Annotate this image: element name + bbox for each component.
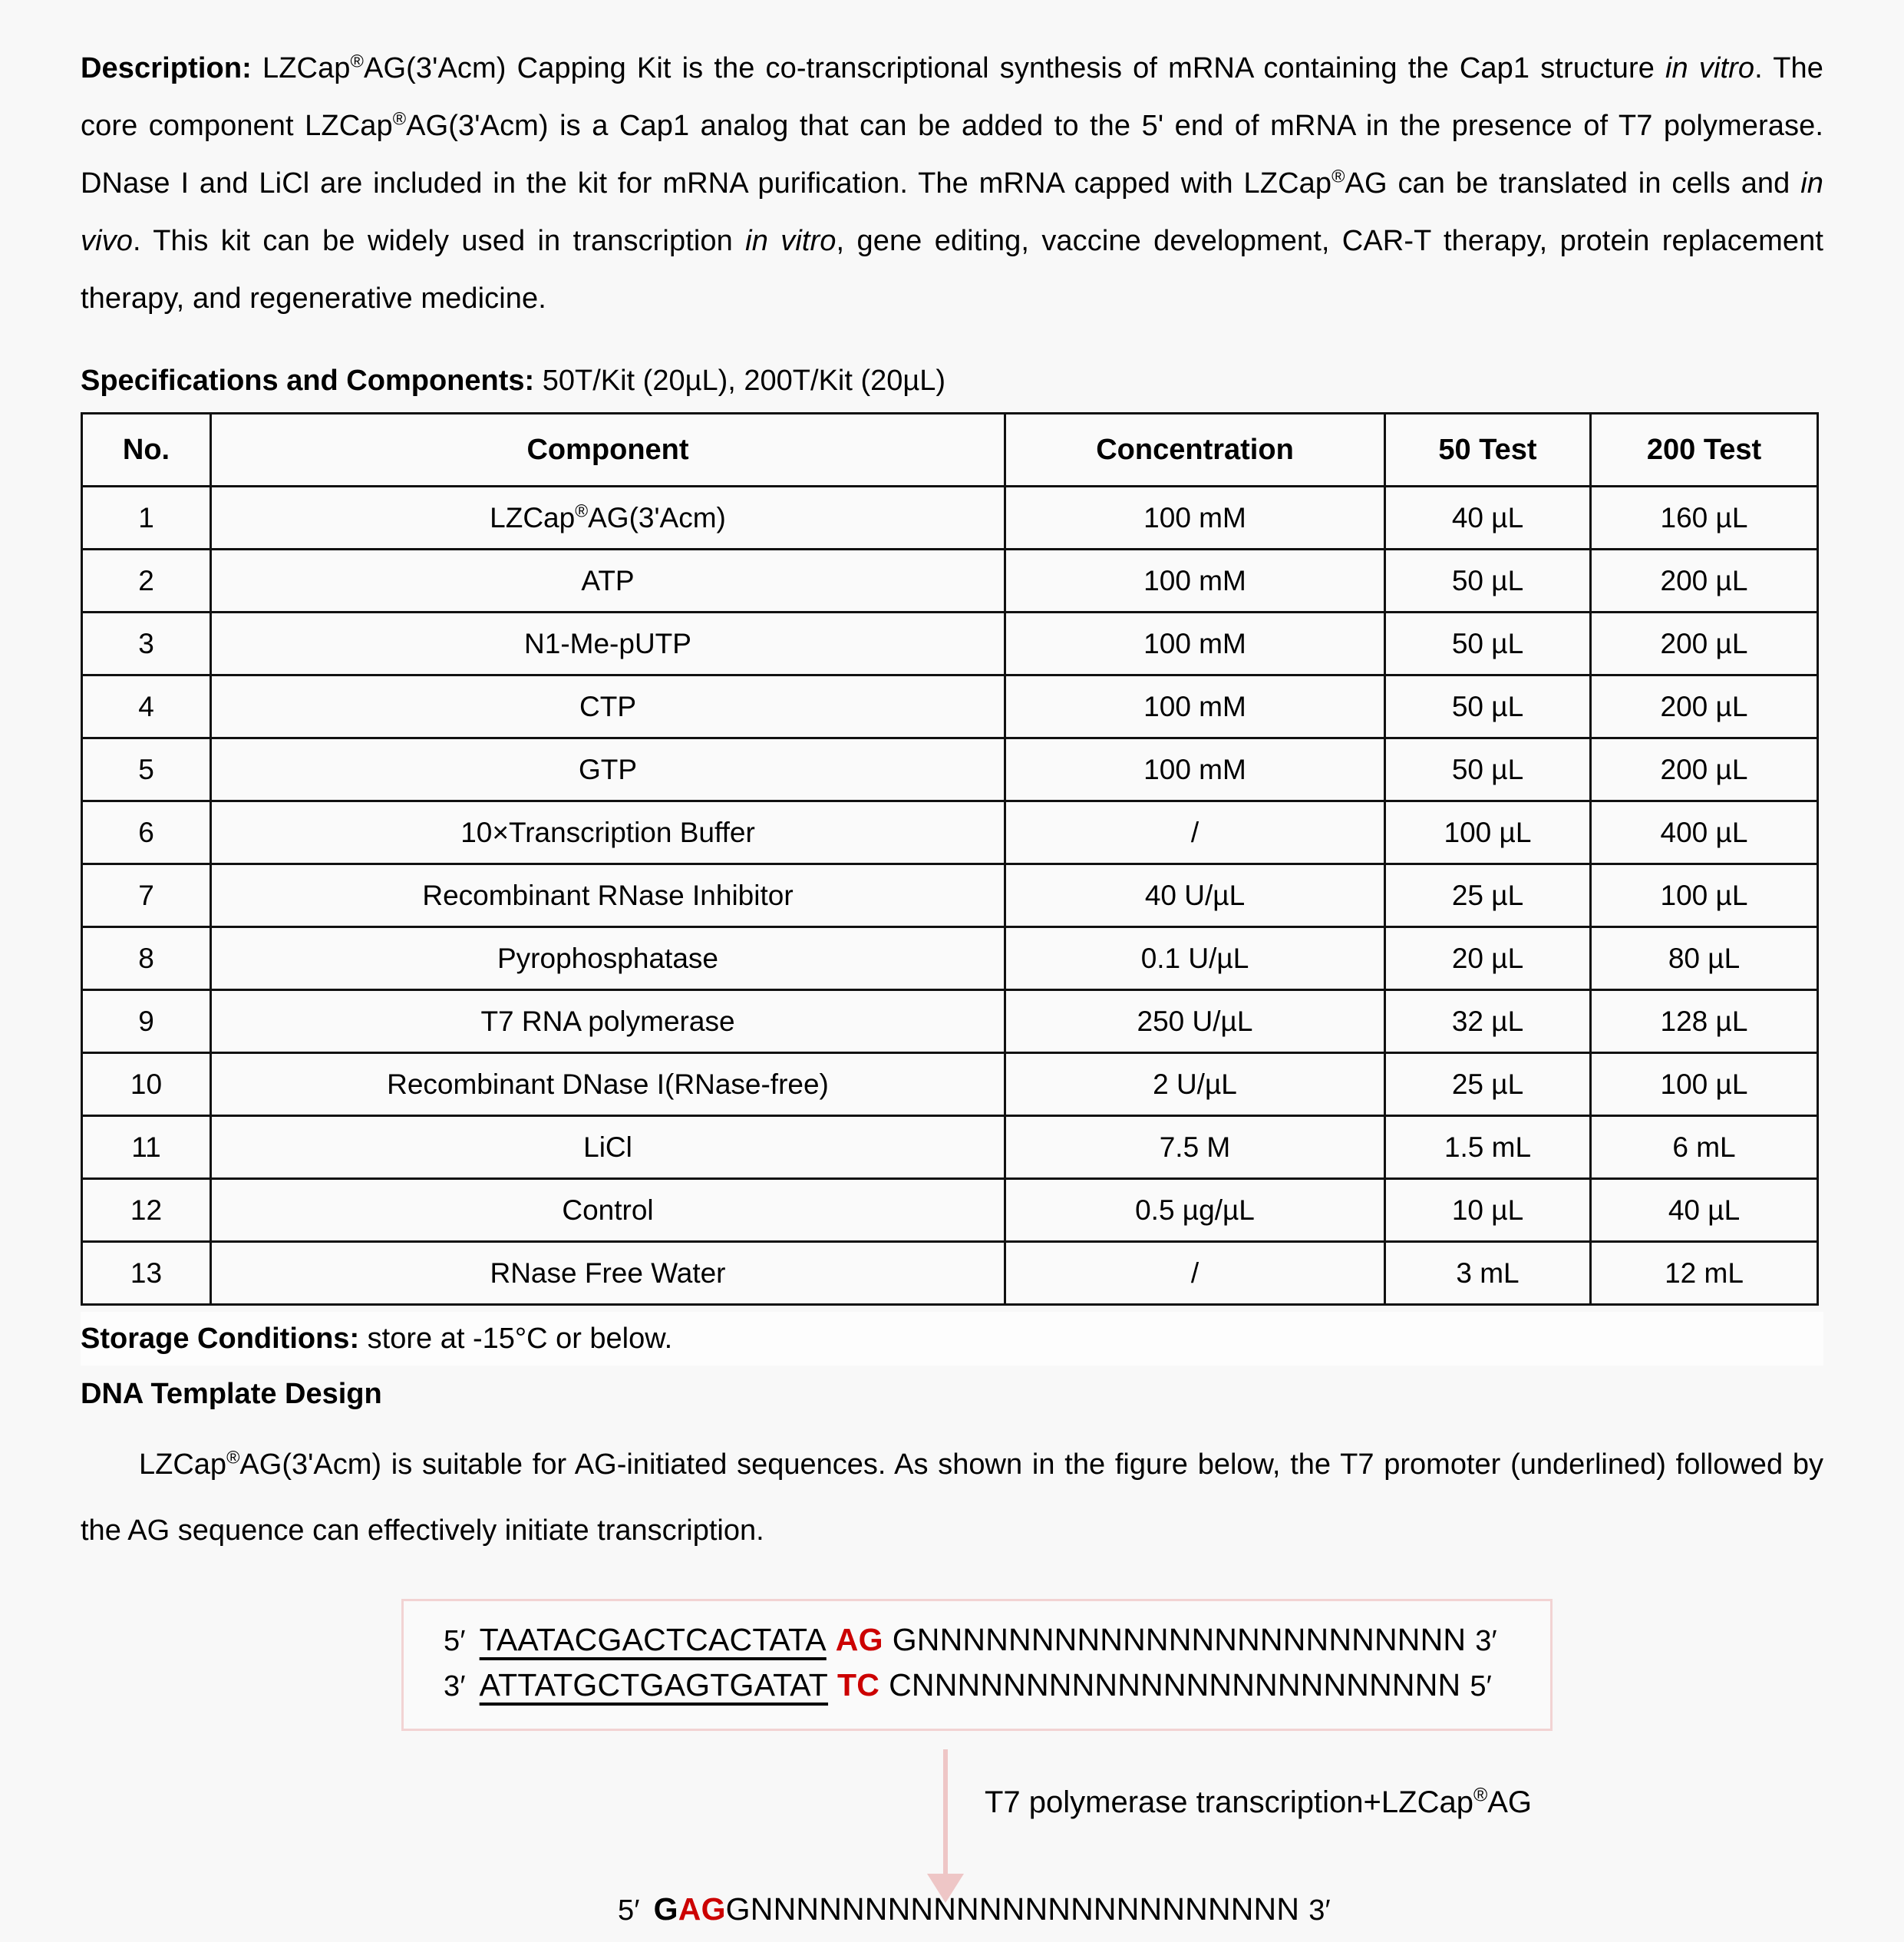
table-row	[82, 738, 1818, 801]
mrna-five-prime: 5′	[618, 1894, 640, 1927]
cell-concentration: 100 mM	[1005, 613, 1385, 675]
cell-200-test: 12 mL	[1591, 1242, 1818, 1305]
storage-conditions-value: store at -15°C or below.	[359, 1323, 673, 1355]
cell-concentration: 2 U/µL	[1005, 1053, 1385, 1116]
top-strand-three-prime: 3′	[1475, 1625, 1497, 1657]
top-strand-five-prime: 5′	[444, 1625, 466, 1657]
cell-no: 6	[82, 801, 211, 864]
table-row	[82, 801, 1818, 864]
cell-component: LZCap®AG(3'Acm)	[211, 487, 1005, 550]
cell-no: 8	[82, 927, 211, 990]
column-header-component: Component	[211, 414, 1005, 487]
registered-trademark-mark: ®	[1473, 1785, 1488, 1806]
cell-200-test: 80 µL	[1591, 927, 1818, 990]
cell-50-test: 25 µL	[1385, 1053, 1591, 1116]
cell-concentration: 100 mM	[1005, 550, 1385, 613]
cell-no: 4	[82, 675, 211, 738]
cell-concentration: 0.5 µg/µL	[1005, 1179, 1385, 1242]
cell-50-test: 100 µL	[1385, 801, 1591, 864]
cell-concentration: 40 U/µL	[1005, 864, 1385, 927]
registered-trademark-mark: ®	[226, 1447, 240, 1468]
transcription-arrow-icon	[943, 1749, 948, 1877]
cell-no: 1	[82, 487, 211, 550]
cell-component: N1-Me-pUTP	[211, 613, 1005, 675]
cell-concentration: 250 U/µL	[1005, 990, 1385, 1053]
cell-concentration: /	[1005, 801, 1385, 864]
table-row	[82, 675, 1818, 738]
storage-conditions-line	[81, 1312, 1823, 1366]
cell-50-test: 50 µL	[1385, 738, 1591, 801]
cell-200-test: 200 µL	[1591, 675, 1818, 738]
table-row	[82, 487, 1818, 550]
specifications-value: 50T/Kit (20µL), 200T/Kit (20µL)	[542, 365, 946, 397]
cell-50-test: 25 µL	[1385, 864, 1591, 927]
storage-conditions-label: Storage Conditions:	[81, 1323, 360, 1355]
cell-concentration: 100 mM	[1005, 487, 1385, 550]
cell-200-test: 100 µL	[1591, 864, 1818, 927]
document-page	[0, 29, 1904, 1942]
cell-no: 7	[82, 864, 211, 927]
dna-template-paragraph: LZCap®AG(3'Acm) is suitable for AG-initiated sequences. As shown in the figure below, the T7 promoter (underlined) followed by the AG sequence can effectively initiate transcription.	[81, 1447, 1823, 1547]
cell-component: GTP	[211, 738, 1005, 801]
cell-50-test: 50 µL	[1385, 550, 1591, 613]
cell-component: Recombinant RNase Inhibitor	[211, 864, 1005, 927]
cell-concentration: 0.1 U/µL	[1005, 927, 1385, 990]
table-row	[82, 550, 1818, 613]
description-paragraph	[81, 29, 1823, 328]
cell-component: ATP	[211, 550, 1005, 613]
cell-200-test: 40 µL	[1591, 1179, 1818, 1242]
cell-concentration: 100 mM	[1005, 738, 1385, 801]
cell-200-test: 200 µL	[1591, 738, 1818, 801]
cell-200-test: 400 µL	[1591, 801, 1818, 864]
cell-no: 11	[82, 1116, 211, 1179]
registered-trademark-mark: ®	[575, 500, 589, 521]
table-row	[82, 1053, 1818, 1116]
mrna-cap-g: G	[653, 1891, 678, 1927]
table-header-row	[82, 414, 1818, 487]
cell-component: Recombinant DNase I(RNase-free)	[211, 1053, 1005, 1116]
cell-component: CTP	[211, 675, 1005, 738]
cell-component: RNase Free Water	[211, 1242, 1005, 1305]
specifications-line	[81, 357, 1823, 405]
cell-50-test: 1.5 mL	[1385, 1116, 1591, 1179]
mrna-cap-ag: AG	[678, 1891, 726, 1927]
cell-50-test: 20 µL	[1385, 927, 1591, 990]
table-row	[82, 864, 1818, 927]
cell-concentration: 7.5 M	[1005, 1116, 1385, 1179]
cell-component: Pyrophosphatase	[211, 927, 1005, 990]
cell-component: Control	[211, 1179, 1005, 1242]
registered-trademark-mark: ®	[350, 51, 364, 71]
cell-200-test: 160 µL	[1591, 487, 1818, 550]
column-header-concentration: Concentration	[1005, 414, 1385, 487]
description-label: Description:	[81, 52, 252, 84]
column-header-no: No.	[82, 414, 211, 487]
top-strand-row	[404, 1618, 1550, 1663]
top-strand-tail: GNNNNNNNNNNNNNNNNNNNNNNNN	[892, 1622, 1467, 1657]
mrna-three-prime: 3′	[1308, 1894, 1331, 1927]
bottom-strand-three-prime: 3′	[444, 1670, 466, 1703]
mrna-product-row	[618, 1888, 1331, 1933]
cell-no: 13	[82, 1242, 211, 1305]
cell-concentration: 100 mM	[1005, 675, 1385, 738]
components-table	[81, 412, 1819, 1306]
cell-50-test: 3 mL	[1385, 1242, 1591, 1305]
table-row	[82, 613, 1818, 675]
registered-trademark-mark: ®	[392, 108, 407, 129]
column-header-50-test: 50 Test	[1385, 414, 1591, 487]
cell-200-test: 200 µL	[1591, 613, 1818, 675]
cell-50-test: 32 µL	[1385, 990, 1591, 1053]
cell-no: 3	[82, 613, 211, 675]
cell-component: 10×Transcription Buffer	[211, 801, 1005, 864]
top-strand-highlight: AG	[835, 1622, 883, 1657]
description-body: LZCap®AG(3'Acm) Capping Kit is the co-transcriptional synthesis of mRNA containing the Cap1 structure in vitro. The core component LZCap®AG(3'Acm) is a Cap1 analog that can be added to the 5' end of mRNA in the presence of T7 polymerase. DNase I and LiCl are included in the kit for mRNA purification. The mRNA capped with LZCap®AG can be translated in cells and in vivo. This kit can be widely used in transcription in vitro, gene editing, vaccine development, CAR-T therapy, protein replacement therapy, and regenerative medicine.	[81, 51, 1823, 315]
cell-no: 2	[82, 550, 211, 613]
cell-concentration: /	[1005, 1242, 1385, 1305]
table-row	[82, 1179, 1818, 1242]
components-table-body	[82, 487, 1818, 1305]
table-row	[82, 927, 1818, 990]
dna-template-design-heading: DNA Template Design	[81, 1378, 382, 1410]
table-row	[82, 1242, 1818, 1305]
column-header-200-test: 200 Test	[1591, 414, 1818, 487]
table-row	[82, 1116, 1818, 1179]
cell-200-test: 100 µL	[1591, 1053, 1818, 1116]
cell-component: T7 RNA polymerase	[211, 990, 1005, 1053]
mrna-tail: GNNNNNNNNNNNNNNNNNNNNNNNN	[725, 1891, 1300, 1927]
cell-50-test: 50 µL	[1385, 613, 1591, 675]
cell-200-test: 6 mL	[1591, 1116, 1818, 1179]
cell-50-test: 50 µL	[1385, 675, 1591, 738]
bottom-strand-tail: CNNNNNNNNNNNNNNNNNNNNNNNN	[889, 1667, 1461, 1703]
cell-50-test: 40 µL	[1385, 487, 1591, 550]
bottom-strand-highlight: TC	[837, 1667, 880, 1703]
bottom-strand-row	[404, 1663, 1550, 1709]
cell-no: 9	[82, 990, 211, 1053]
cell-50-test: 10 µL	[1385, 1179, 1591, 1242]
cell-no: 12	[82, 1179, 211, 1242]
table-row	[82, 990, 1818, 1053]
sequence-figure	[81, 1599, 1823, 1927]
transcription-arrow-label: T7 polymerase transcription+LZCap®AG	[985, 1785, 1533, 1819]
dna-sequence-box	[401, 1599, 1553, 1731]
bottom-strand-five-prime: 5′	[1470, 1670, 1493, 1703]
specifications-label: Specifications and Components:	[81, 365, 535, 397]
registered-trademark-mark: ®	[1331, 166, 1345, 187]
cell-200-test: 200 µL	[1591, 550, 1818, 613]
cell-200-test: 128 µL	[1591, 990, 1818, 1053]
bottom-strand-promoter: ATTATGCTGAGTGATAT	[479, 1667, 829, 1703]
cell-no: 10	[82, 1053, 211, 1116]
cell-no: 5	[82, 738, 211, 801]
top-strand-promoter: TAATACGACTCACTATA	[479, 1622, 827, 1657]
cell-component: LiCl	[211, 1116, 1005, 1179]
